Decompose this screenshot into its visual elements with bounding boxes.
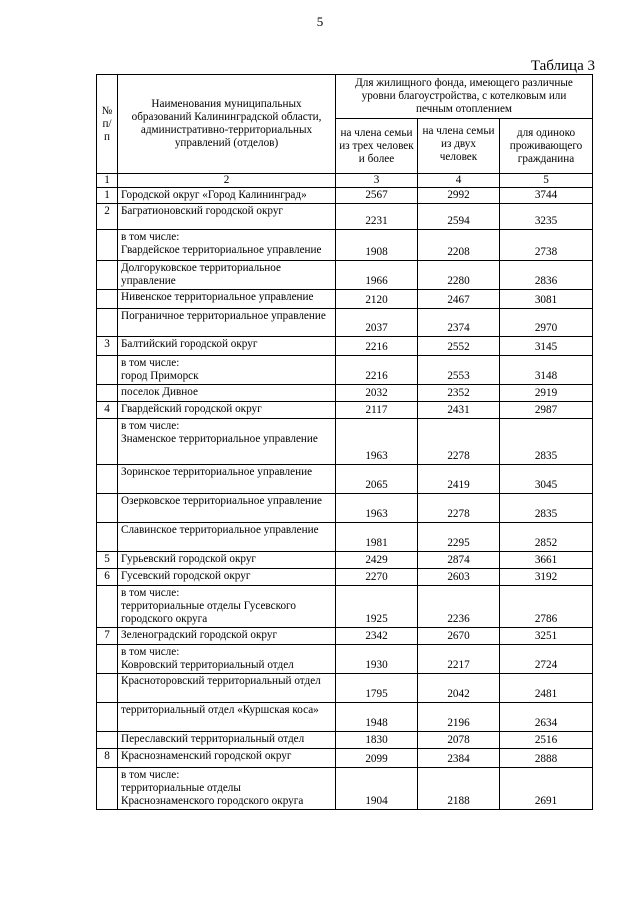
row-value-4: 2278 [418,494,500,523]
row-name: поселок Дивное [118,385,336,402]
table-row [97,204,593,230]
row-name: в том числе: город Приморск [118,356,336,385]
row-name: Зеленоградский городской округ [118,628,336,645]
row-value-4: 2352 [418,385,500,402]
row-number [97,261,118,290]
row-name: Гусевский городской округ [118,569,336,586]
row-name: территориальный отдел «Куршская коса» [118,703,336,732]
row-value-3: 2099 [336,749,418,768]
row-value-3: 2216 [336,337,418,356]
table-row [97,674,593,703]
column-number: 5 [500,174,593,188]
row-value-3: 1966 [336,261,418,290]
row-value-3: 2032 [336,385,418,402]
row-value-3: 1948 [336,703,418,732]
row-value-4: 2553 [418,356,500,385]
header-group: Для жилищного фонда, имеющего различные уровни благоустройства, с котелковым или печным отоплением [336,75,593,119]
row-name: Гурьевский городской округ [118,552,336,569]
row-value-4: 2278 [418,419,500,465]
row-name: Зоринское территориальное управление [118,465,336,494]
row-name: Озерковское территориальное управление [118,494,336,523]
table-row [97,419,593,465]
row-name: в том числе: Знаменское территориальное управление [118,419,336,465]
row-number [97,523,118,552]
table-row [97,569,593,586]
table-row [97,337,593,356]
row-number [97,732,118,749]
row-number [97,494,118,523]
row-value-5: 3148 [500,356,593,385]
table-row [97,552,593,569]
row-value-3: 2342 [336,628,418,645]
row-name: Красноторовский территориальный отдел [118,674,336,703]
row-value-5: 3235 [500,204,593,230]
table-row [97,290,593,309]
row-name: в том числе: Ковровский территориальный отдел [118,645,336,674]
header-col5: для одиноко проживающего гражданина [500,119,593,174]
row-value-4: 2419 [418,465,500,494]
row-value-5: 3744 [500,188,593,204]
table-row [97,628,593,645]
column-number: 1 [97,174,118,188]
column-number: 3 [336,174,418,188]
row-value-5: 2888 [500,749,593,768]
row-number [97,674,118,703]
row-value-3: 1904 [336,768,418,810]
row-number: 8 [97,749,118,768]
row-number: 4 [97,402,118,419]
row-number [97,768,118,810]
row-name: Краснознаменский городской округ [118,749,336,768]
table-row [97,768,593,810]
row-value-4: 2217 [418,645,500,674]
row-value-5: 2835 [500,494,593,523]
row-number: 7 [97,628,118,645]
row-name: Городской округ «Город Калининград» [118,188,336,204]
row-value-3: 1925 [336,586,418,628]
header-col4: на члена семьи из двух человек [418,119,500,174]
row-value-3: 1963 [336,419,418,465]
row-name: Переславский территориальный отдел [118,732,336,749]
row-number [97,586,118,628]
table-row [97,645,593,674]
data-table [96,74,593,810]
row-value-3: 1963 [336,494,418,523]
row-value-5: 3661 [500,552,593,569]
row-value-4: 2374 [418,309,500,337]
table-row [97,465,593,494]
row-value-3: 1830 [336,732,418,749]
table-row [97,523,593,552]
row-value-4: 2467 [418,290,500,309]
row-name: Пограничное территориальное управление [118,309,336,337]
table-row [97,309,593,337]
row-value-5: 2738 [500,230,593,261]
row-value-3: 2231 [336,204,418,230]
row-value-3: 2216 [336,356,418,385]
row-value-5: 2835 [500,419,593,465]
row-value-5: 2987 [500,402,593,419]
row-value-5: 3045 [500,465,593,494]
row-value-3: 1795 [336,674,418,703]
row-number [97,419,118,465]
row-value-5: 2634 [500,703,593,732]
row-value-3: 1981 [336,523,418,552]
table-row [97,703,593,732]
row-number [97,385,118,402]
table-row [97,749,593,768]
row-value-4: 2236 [418,586,500,628]
row-value-3: 2037 [336,309,418,337]
row-value-5: 2724 [500,645,593,674]
row-value-4: 2196 [418,703,500,732]
table-row [97,402,593,419]
row-value-5: 2852 [500,523,593,552]
row-value-4: 2594 [418,204,500,230]
row-name: в том числе: территориальные отделы Краснознаменского городского округа [118,768,336,810]
page-number: 5 [316,14,324,29]
row-value-4: 2384 [418,749,500,768]
row-number [97,356,118,385]
table-row [97,586,593,628]
row-number [97,703,118,732]
row-name: Багратионовский городской округ [118,204,336,230]
row-number [97,230,118,261]
row-number: 1 [97,188,118,204]
row-value-5: 2691 [500,768,593,810]
row-value-5: 3145 [500,337,593,356]
row-name: Нивенское территориальное управление [118,290,336,309]
table-row [97,230,593,261]
row-value-5: 2481 [500,674,593,703]
row-value-4: 2188 [418,768,500,810]
row-value-3: 2429 [336,552,418,569]
row-value-3: 2270 [336,569,418,586]
table-caption: Таблица 3 [530,58,595,74]
row-value-5: 3192 [500,569,593,586]
header-row-1 [97,75,593,119]
table-row [97,494,593,523]
row-value-4: 2603 [418,569,500,586]
row-number [97,309,118,337]
row-value-4: 2208 [418,230,500,261]
row-value-4: 2078 [418,732,500,749]
column-number: 4 [418,174,500,188]
row-number: 6 [97,569,118,586]
row-value-5: 2919 [500,385,593,402]
row-value-4: 2670 [418,628,500,645]
table-row [97,356,593,385]
row-name: Долгоруковское территориальное управление [118,261,336,290]
table-row [97,385,593,402]
row-value-3: 2117 [336,402,418,419]
row-value-5: 2786 [500,586,593,628]
table-row [97,188,593,204]
row-value-3: 1908 [336,230,418,261]
row-number [97,290,118,309]
row-name: Славинское территориальное управление [118,523,336,552]
row-name: в том числе: территориальные отделы Гусевского городского округа [118,586,336,628]
row-value-5: 2516 [500,732,593,749]
row-number [97,645,118,674]
row-number [97,465,118,494]
row-value-5: 3081 [500,290,593,309]
row-value-3: 1930 [336,645,418,674]
row-value-3: 2120 [336,290,418,309]
row-value-4: 2992 [418,188,500,204]
table-row [97,261,593,290]
row-value-4: 2280 [418,261,500,290]
row-value-5: 3251 [500,628,593,645]
row-number: 3 [97,337,118,356]
header-col3: на члена семьи из трех человек и более [336,119,418,174]
column-number-row [97,174,593,188]
row-number: 5 [97,552,118,569]
column-number: 2 [118,174,336,188]
row-name: Гвардейский городской округ [118,402,336,419]
row-number: 2 [97,204,118,230]
row-value-3: 2567 [336,188,418,204]
row-value-5: 2970 [500,309,593,337]
row-name: в том числе: Гвардейское территориальное управление [118,230,336,261]
row-value-4: 2295 [418,523,500,552]
table-row [97,732,593,749]
table-body [97,188,593,810]
row-value-4: 2874 [418,552,500,569]
row-value-4: 2431 [418,402,500,419]
row-value-5: 2836 [500,261,593,290]
row-value-4: 2552 [418,337,500,356]
row-name: Балтийский городской округ [118,337,336,356]
header-no: № п/п [97,75,118,174]
header-name: Наименования муниципальных образований Калининградской области, административно-территориальных управлений (отделов) [118,75,336,174]
row-value-4: 2042 [418,674,500,703]
row-value-3: 2065 [336,465,418,494]
